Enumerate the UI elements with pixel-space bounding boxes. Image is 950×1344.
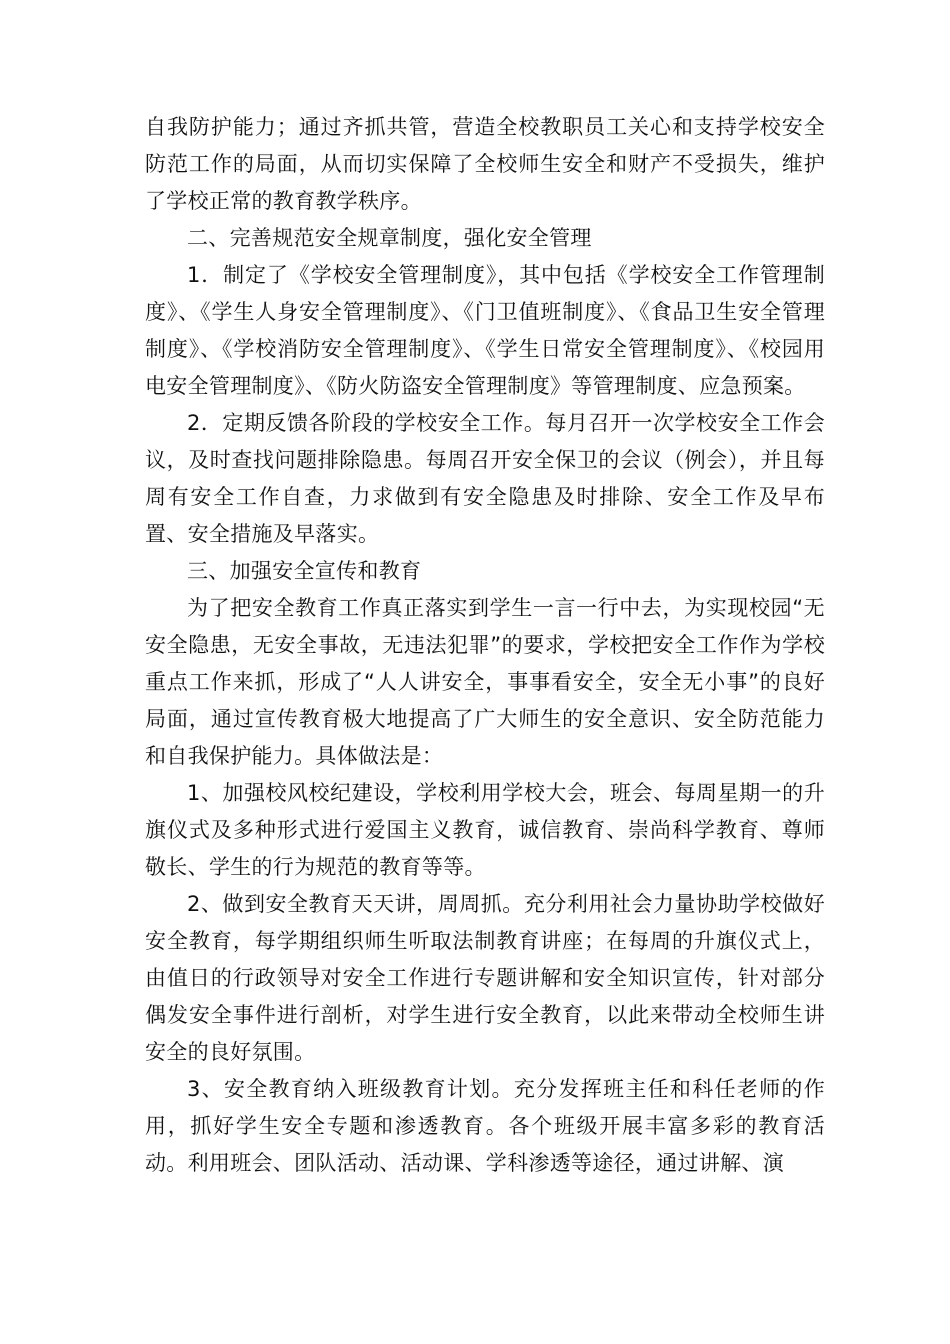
document-body	[145, 109, 825, 1182]
paragraph-item-1: 1、加强校风校纪建设，学校利用学校大会，班会、每周星期一的升旗仪式及多种形式进行爱国主义教育，诚信教育、崇尚科学教育、尊师敬长、学生的行为规范的教育等等。	[145, 781, 825, 879]
paragraph-rules-list: 1．制定了《学校安全管理制度》，其中包括《学校安全工作管理制度》、《学生人身安全管理制度》、《门卫值班制度》、《食品卫生安全管理制度》、《学校消防安全管理制度》、《学生日常安全管理制度》、《校园用电安全管理制度》、《防火防盗安全管理制度》等管理制度、应急预案。	[145, 263, 825, 398]
paragraph-item-2: 2、做到安全教育天天讲，周周抓。充分利用社会力量协助学校做好安全教育，每学期组织师生听取法制教育讲座；在每周的升旗仪式上，由值日的行政领导对安全工作进行专题讲解和安全知识宣传，针对部分偶发安全事件进行剖析，对学生进行安全教育，以此来带动全校师生讲安全的良好氛围。	[145, 892, 825, 1064]
paragraph-continuation: 自我防护能力；通过齐抓共管，营造全校教职员工关心和支持学校安全防范工作的局面，从而切实保障了全校师生安全和财产不受损失，维护了学校正常的教育教学秩序。	[145, 115, 825, 213]
paragraph-feedback: 2．定期反馈各阶段的学校安全工作。每月召开一次学校安全工作会议，及时查找问题排除隐患。每周召开安全保卫的会议（例会），并且每周有安全工作自查，力求做到有安全隐患及时排除、安全工作及早布置、安全措施及早落实。	[145, 411, 825, 546]
paragraph-item-3: 3、安全教育纳入班级教育计划。充分发挥班主任和科任老师的作用，抓好学生安全专题和渗透教育。各个班级开展丰富多彩的教育活动。利用班会、团队活动、活动课、学科渗透等途径，通过讲解、演	[145, 1077, 825, 1175]
section-heading-education: 三、加强安全宣传和教育	[187, 559, 422, 583]
paragraph-education-intro: 为了把安全教育工作真正落实到学生一言一行中去，为实现校园“无安全隐患，无安全事故，无违法犯罪”的要求，学校把安全工作作为学校重点工作来抓，形成了“人人讲安全，事事看安全，安全无小事”的良好局面，通过宣传教育极大地提高了广大师生的安全意识、安全防范能力和自我保护能力。具体做法是：	[145, 596, 825, 768]
section-heading-rules: 二、完善规范安全规章制度，强化安全管理	[187, 226, 592, 250]
